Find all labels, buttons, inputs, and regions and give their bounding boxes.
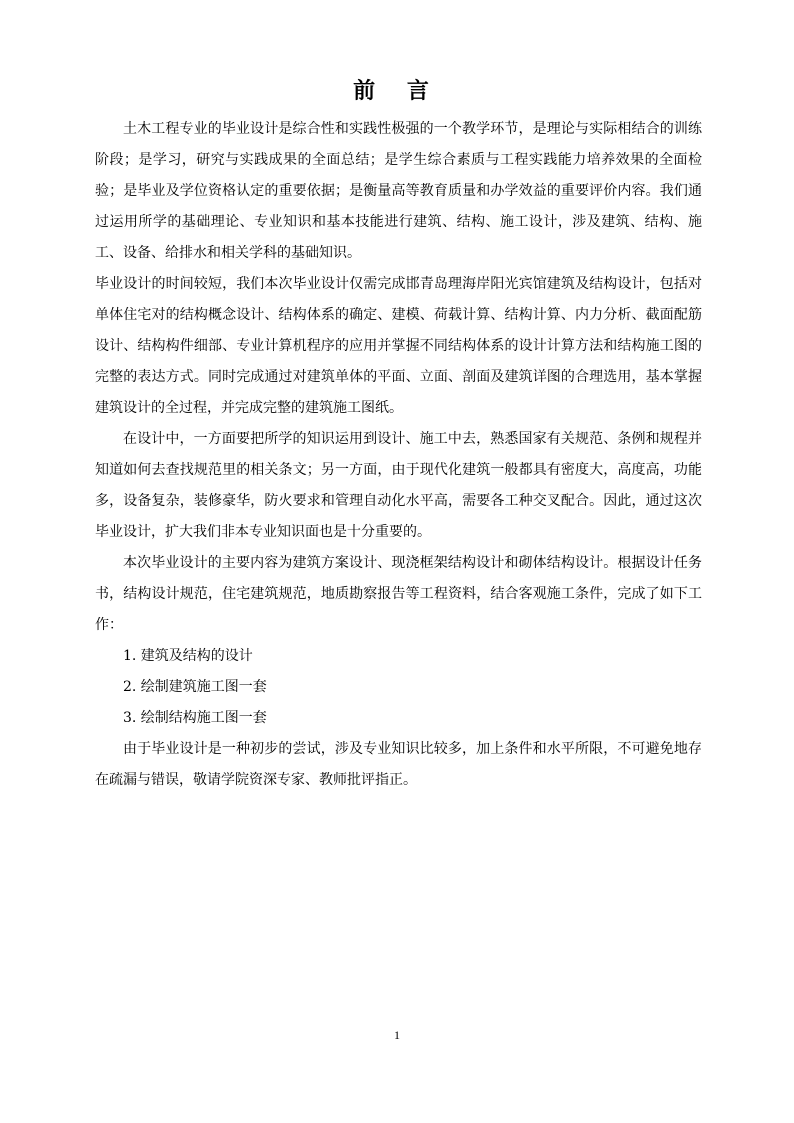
document-title: 前 言 [353,79,441,104]
page-number: 1 [394,1028,400,1042]
paragraph-design-approach: 在设计中，一方面要把所学的知识运用到设计、施工中去，熟悉国家有关规范、条例和规程并知道如何去查找规范里的相关条文；另一方面，由于现代化建筑一般都具有密度大，高度高，功能多，设备复杂，装修豪华，防火要求和管理自动化水平高，需要各工种交叉配合。因此，通过这次毕业设计，扩大我们非本专业知识面也是十分重要的。 [95,431,702,540]
list-item: 2. 绘制建筑施工图一套 [123,679,267,695]
paragraph-intro: 土木工程专业的毕业设计是综合性和实践性极强的一个教学环节，是理论与实际相结合的训练阶段；是学习，研究与实践成果的全面总结；是学生综合素质与工程实践能力培养效果的全面检验；是毕业及学位资格认定的重要依据；是衡量高等教育质量和办学效益的重要评价内容。我们通过运用所学的基础理论、专业知识和基本技能进行建筑、结构、施工设计，涉及建筑、结构、施工、设备、给排水和相关学科的基础知识。 [95,121,702,261]
document-body [95,114,702,796]
list-item: 3. 绘制结构施工图一套 [123,710,267,726]
paragraph-scope: 毕业设计的时间较短，我们本次毕业设计仅需完成邯青岛理海岸阳光宾馆建筑及结构设计，包括对单体住宅对的结构概念设计、结构体系的确定、建模、荷载计算、结构计算、内力分析、截面配筋设计、结构构件细部、专业计算机程序的应用并掌握不同结构体系的设计计算方法和结构施工图的完整的表达方式。同时完成通过对建筑单体的平面、立面、剖面及建筑详图的合理选用，基本掌握建筑设计的全过程，并完成完整的建筑施工图纸。 [95,276,702,416]
list-item: 1. 建筑及结构的设计 [123,648,253,664]
paragraph-closing: 由于毕业设计是一种初步的尝试，涉及专业知识比较多，加上条件和水平所限，不可避免地存在疏漏与错误，敬请学院资深专家、教师批评指正。 [95,741,702,788]
paragraph-main-content: 本次毕业设计的主要内容为建筑方案设计、现浇框架结构设计和砌体结构设计。根据设计任务书，结构设计规范，住宅建筑规范，地质勘察报告等工程资料，结合客观施工条件，完成了如下工作： [95,555,702,633]
